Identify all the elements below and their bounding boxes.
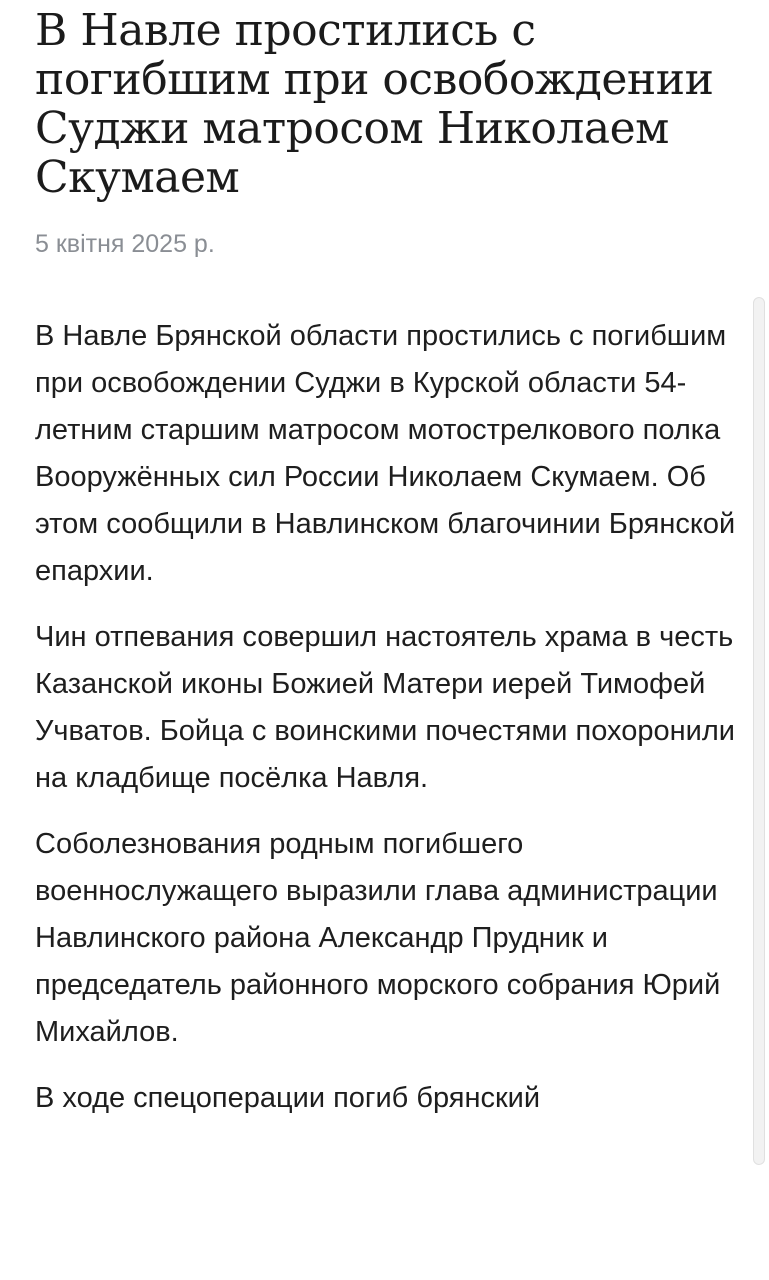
- article-paragraph: В ходе спецоперации погиб брянский: [35, 1082, 541, 1114]
- article-paragraph: Чин отпевания совершил настоятель храма в честь Казанской иконы Божией Матери иерей Тимофей Учватов. Бойца с воинскими почестями похоронили на кладбище посёлка Навля.: [35, 621, 735, 794]
- article-date: 5 квітня 2025 р.: [35, 230, 215, 258]
- scrollbar[interactable]: [753, 297, 765, 1165]
- article-body: [35, 313, 745, 1141]
- article-paragraph: Соболезнования родным погибшего военнослужащего выразили глава администрации Навлинского района Александр Прудник и председатель районного морского собрания Юрий Михайлов.: [35, 828, 721, 1048]
- article-title: В Навле простились с погибшим при освобождении Суджи матросом Николаем Скумаем: [35, 5, 714, 203]
- article-paragraph: В Навле Брянской области простились с погибшим при освобождении Суджи в Курской области 54-летним старшим матросом мотострелкового полка Вооружённых сил России Николаем Скумаем. Об этом сообщили в Навлинском благочинии Брянской епархии.: [35, 320, 736, 587]
